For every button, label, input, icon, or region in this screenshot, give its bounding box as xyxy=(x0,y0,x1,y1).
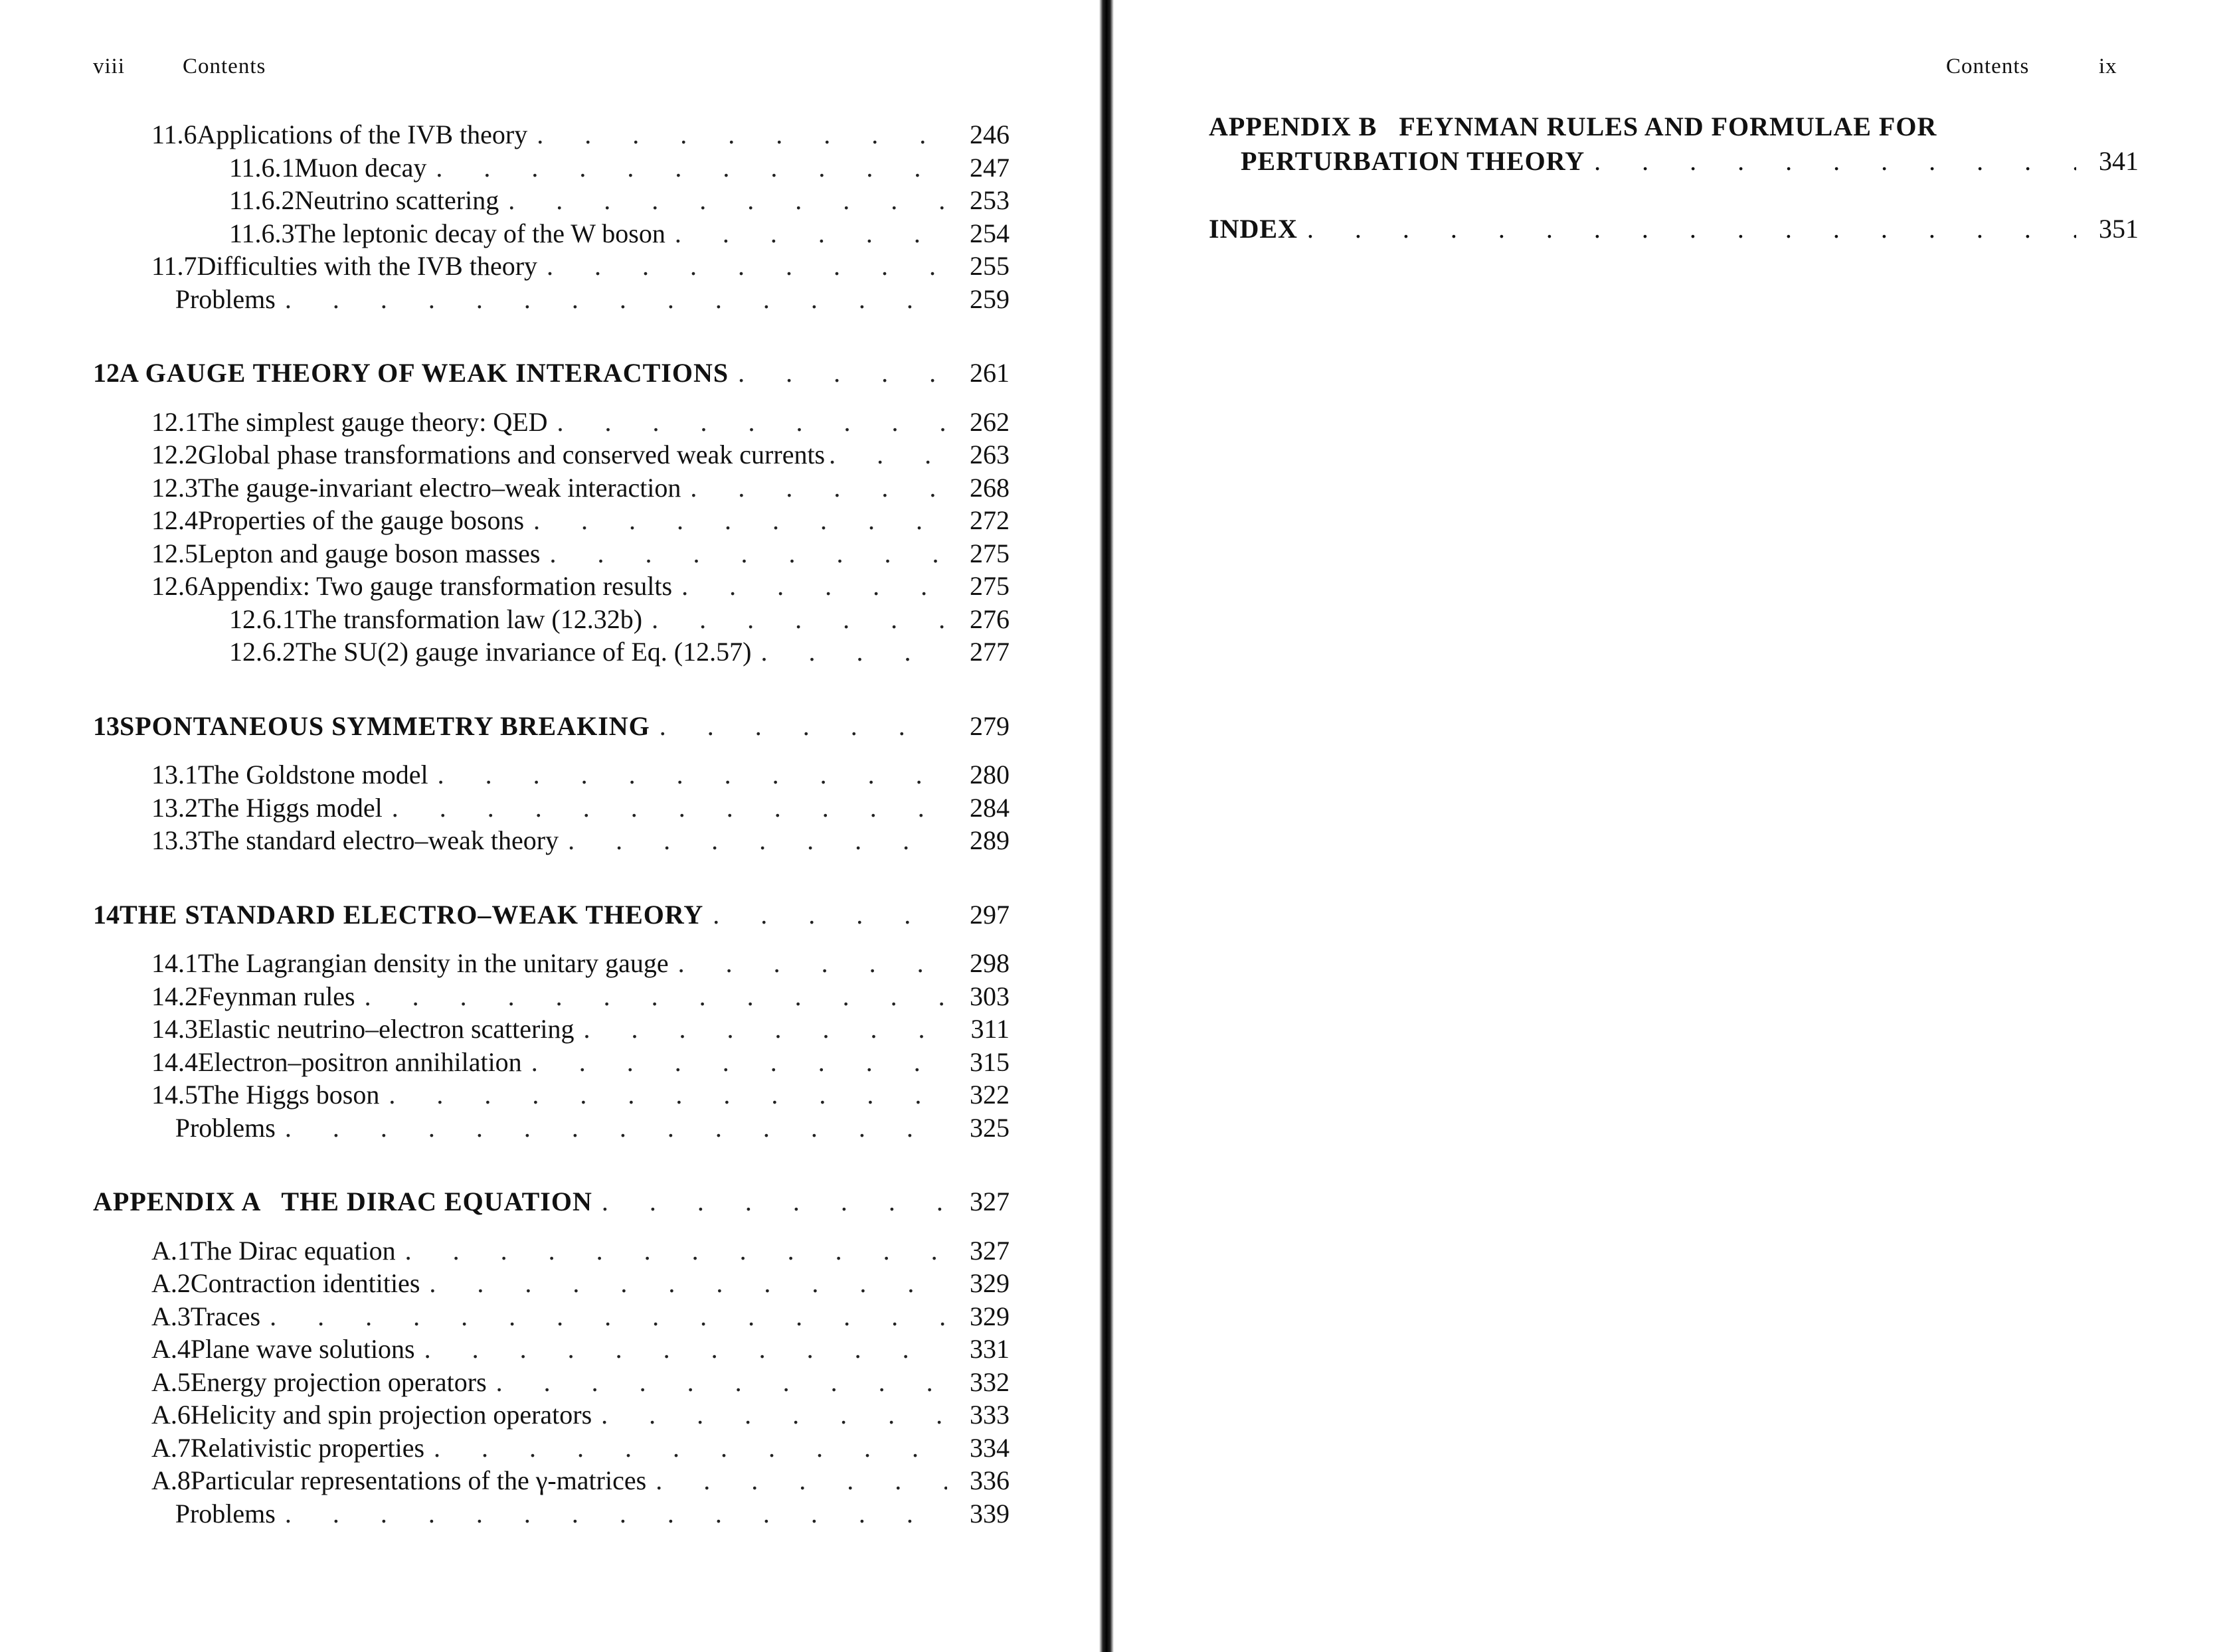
toc-entry: 12.4 Properties of the gauge bosons . . . 272 xyxy=(93,504,1010,537)
toc-entry: 13.3 The standard electro–weak theory . . . 289 xyxy=(93,824,1010,857)
toc-entry: A.6 Helicity and spin projection operators . . . 333 xyxy=(93,1398,1010,1432)
left-page xyxy=(0,0,1089,1652)
toc-entry: 12.5 Lepton and gauge boson masses . . . 275 xyxy=(93,537,1010,570)
toc-entry: A.7 Relativistic properties . . . 334 xyxy=(93,1432,1010,1465)
table-of-contents-right xyxy=(1209,110,2139,246)
toc-entry: A.3 Traces . . . 329 xyxy=(93,1300,1010,1333)
toc-appendix-b-line1: APPENDIX B FEYNMAN RULES AND FORMULAE FOR xyxy=(1209,112,1937,141)
toc-entry: A.2 Contraction identities . . . 329 xyxy=(93,1267,1010,1300)
running-head-right: Contents xyxy=(1946,54,2030,78)
toc-chapter-heading: 14 THE STANDARD ELECTRO–WEAK THEORY . . . 297 xyxy=(93,898,1010,932)
toc-entry: 12.2 Global phase transformations and conserved weak currents . . . 263 xyxy=(93,438,1010,471)
right-page xyxy=(1122,0,2215,1652)
page-number-left: viii xyxy=(93,54,126,78)
toc-entry: Problems . . . 325 xyxy=(93,1112,1010,1145)
toc-entry: 14.3 Elastic neutrino–electron scattering . . . 311 xyxy=(93,1013,1010,1046)
toc-entry: 12.6 Appendix: Two gauge transformation results . . . 275 xyxy=(93,570,1010,603)
toc-entry: Problems . . . 339 xyxy=(93,1497,1010,1530)
toc-entry: 12.1 The simplest gauge theory: QED . . . 262 xyxy=(93,406,1010,439)
toc-entry: 13.1 The Goldstone model . . . 280 xyxy=(93,758,1010,791)
toc-chapter-heading: 12 A GAUGE THEORY OF WEAK INTERACTIONS . . . 261 xyxy=(93,357,1010,390)
toc-entry: 11.6.2 Neutrino scattering . . . 253 xyxy=(93,184,1010,217)
toc-appendix-heading: APPENDIX A THE DIRAC EQUATION . . . 327 xyxy=(93,1185,1010,1218)
table-of-contents-left xyxy=(93,118,1010,1530)
toc-entry: 11.6.3 The leptonic decay of the W boson . . . 254 xyxy=(93,217,1010,250)
toc-entry: 14.4 Electron–positron annihilation . . . 315 xyxy=(93,1046,1010,1079)
toc-entry: A.8 Particular representations of the γ-matrices . . . 336 xyxy=(93,1464,1010,1497)
toc-entry: 11.6.1 Muon decay . . . 247 xyxy=(93,151,1010,185)
running-head-left: Contents xyxy=(183,54,266,78)
toc-entry: A.5 Energy projection operators . . . 332 xyxy=(93,1366,1010,1399)
book-spine-gutter xyxy=(1099,0,1114,1652)
toc-entry: 12.6.1 The transformation law (12.32b) . . . 276 xyxy=(93,603,1010,636)
toc-chapter-heading: 13 SPONTANEOUS SYMMETRY BREAKING . . . 279 xyxy=(93,710,1010,743)
toc-entry: 12.3 The gauge-invariant electro–weak interaction . . . 268 xyxy=(93,471,1010,505)
page-number-right: ix xyxy=(2099,54,2117,78)
toc-entry: 11.6 Applications of the IVB theory . . . 246 xyxy=(93,118,1010,151)
toc-entry: Problems . . . 259 xyxy=(93,283,1010,316)
toc-entry: 14.2 Feynman rules . . . 303 xyxy=(93,980,1010,1013)
toc-appendix-b-line2: PERTURBATION THEORY . . . 341 xyxy=(1209,144,2139,179)
toc-index: INDEX . . . 351 xyxy=(1209,212,2139,246)
toc-entry: A.1 The Dirac equation . . . 327 xyxy=(93,1234,1010,1268)
toc-entry: 14.5 The Higgs boson . . . 322 xyxy=(93,1078,1010,1112)
toc-entry: A.4 Plane wave solutions . . . 331 xyxy=(93,1333,1010,1366)
toc-entry: 12.6.2 The SU(2) gauge invariance of Eq. (12.57) . . . 277 xyxy=(93,635,1010,669)
toc-entry: 14.1 The Lagrangian density in the unitary gauge . . . 298 xyxy=(93,947,1010,980)
toc-entry: 13.2 The Higgs model . . . 284 xyxy=(93,791,1010,825)
toc-entry: 11.7 Difficulties with the IVB theory . . . 255 xyxy=(93,250,1010,283)
